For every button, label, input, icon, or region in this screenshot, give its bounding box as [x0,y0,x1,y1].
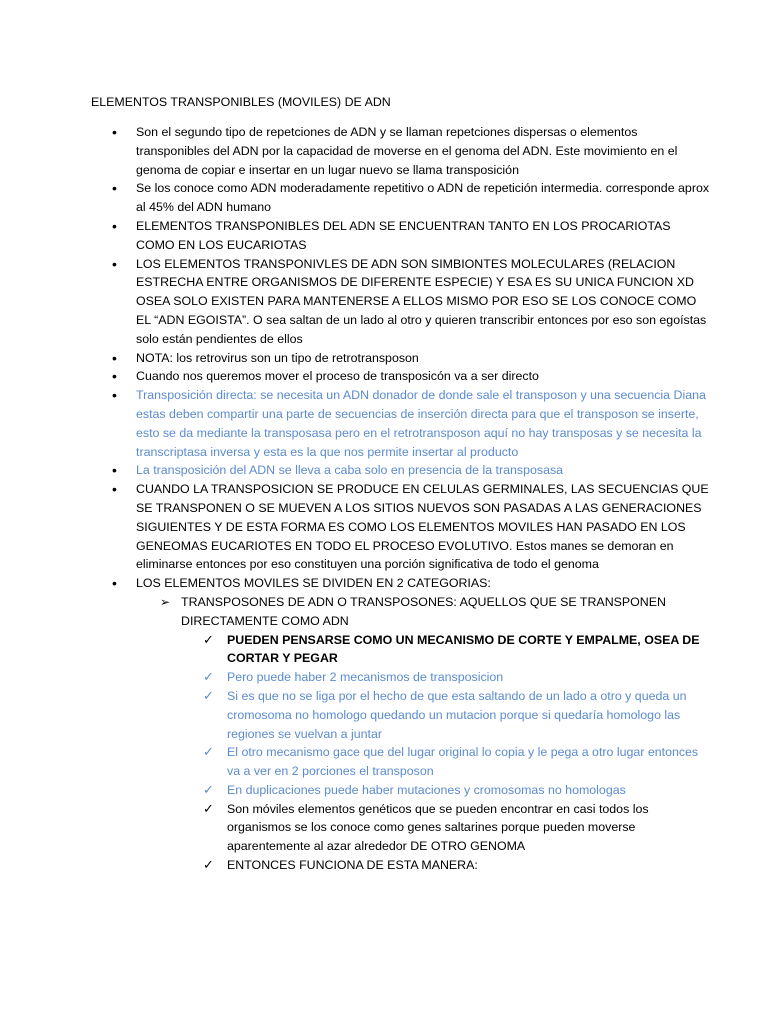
document-title: ELEMENTOS TRANSPONIBLES (MOVILES) DE ADN [91,95,391,109]
bullet-marker-icon: • [112,387,117,404]
list-item-text: Son el segundo tipo de repetciones de ADN y se llaman repetciones dispersas o elementos transponibles del ADN por la capacidad de moverse en el genoma del ADN. Este movimiento en el genoma de copiar e insertar en un lugar nuevo se llama transposición [136,125,678,177]
bullet-marker-icon: • [112,217,117,234]
list-item-text: CUANDO LA TRANSPOSICION SE PRODUCE EN CELULAS GERMINALES, LAS SECUENCIAS QUE SE TRANSPONEN O SE MUEVEN A LOS SITIOS NUEVOS SON PASADAS A LAS GENERACIONES SIGUIENTES Y DE ESTA FORMA ES COMO LOS ELEMENTOS MOVILES HAN PASADO EN LOS GENEOMAS EUCARIOTES EN TODO EL PROCESO EVOLUTIVO. Estos manes se demoran en eliminarse entonces por eso constituyen una porción significativa de todo el genoma [136,482,709,572]
list-item-text: ELEMENTOS TRANSPONIBLES DEL ADN SE ENCUENTRAN TANTO EN LOS PROCARIOTAS COMO EN LOS EUCARIOTAS [136,218,671,252]
list-item-text: Si es que no se liga por el hecho de que esta saltando de un lado a otro y queda un cromosoma no homologo quedando un mutacion porque si quedaría homologo las regiones se vuelvan a juntar [227,688,687,741]
list-item-text: Pero puede haber 2 mecanismos de transposicion [227,670,504,685]
list-item [0,123,768,179]
list-item-text: Cuando nos queremos mover el proceso de transposicón va a ser directo [136,369,539,384]
list-item [0,386,768,461]
check-marker-icon: ✓ [203,631,214,647]
list-item-text: Transposición directa: se necesita un ADN donador de donde sale el transposon y una secuencia Diana estas deben compartir una parte de secuencias de inserción directa para que el transposon se inserte, esto se da mediante la transposasa pero en el retrotransposon aquí no hay transposas y se necesita la transcriptasa inversa y esta es la que nos permite insertar al producto [136,388,706,459]
list-item [0,593,768,631]
check-marker-icon: ✓ [203,687,214,703]
bullet-marker-icon: • [112,368,117,385]
list-item-text: Se los conoce como ADN moderadamente repetitivo o ADN de repetición intermedia. corresponde aprox al 45% del ADN humano [136,181,710,215]
bullet-marker-icon: • [112,255,117,272]
arrow-marker-icon: ➢ [160,594,171,609]
bullet-list [0,123,768,875]
list-item-text: NOTA: los retrovirus son un tipo de retrotransposon [136,350,419,365]
list-item [0,631,768,669]
check-marker-icon: ✓ [203,669,214,685]
list-item [0,574,768,593]
list-item-text: ENTONCES FUNCIONA DE ESTA MANERA: [227,858,478,873]
list-item-text: Son móviles elementos genéticos que se pueden encontrar en casi todos los organismos se los conoce como genes saltarines porque pueden moverse aparentemente al azar alrededor DE OTRO GENOMA [227,801,649,854]
bullet-marker-icon: • [112,575,117,592]
bullet-marker-icon: • [112,462,117,479]
list-item [0,461,768,480]
list-item-text: LOS ELEMENTOS MOVILES SE DIVIDEN EN 2 CATEGORIAS: [136,576,491,591]
list-item [0,800,768,856]
list-item-text: PUEDEN PENSARSE COMO UN MECANISMO DE CORTE Y EMPALME, OSEA DE CORTAR Y PEGAR [227,632,700,666]
list-item [0,255,768,349]
bullet-marker-icon: • [112,481,117,498]
list-item [0,687,768,743]
list-item [0,668,768,687]
bullet-marker-icon: • [112,349,117,366]
check-marker-icon: ✓ [203,744,214,760]
list-item [0,217,768,255]
list-item [0,349,768,368]
list-item [0,856,768,875]
list-item-text: El otro mecanismo gace que del lugar original lo copia y le pega a otro lugar entonces va a ver en 2 porciones el transposon [227,745,699,779]
check-marker-icon: ✓ [203,857,214,873]
list-item [0,480,768,574]
list-item-text: LOS ELEMENTOS TRANSPONIVLES DE ADN SON SIMBIONTES MOLECULARES (RELACION ESTRECHA ENTRE ORGANISMOS DE DIFERENTE ESPECIE) Y ESA ES SU UNICA FUNCION XD OSEA SOLO EXISTEN PARA MANTENERSE A ELLOS MISMO POR ESO SE LOS CONOCE COMO EL “ADN EGOISTA”. O sea saltan de un lado al otro y quieren transcribir entonces por eso son egoístas solo están pendientes de ellos [136,256,707,346]
list-item [0,743,768,781]
check-marker-icon: ✓ [203,781,214,797]
check-marker-icon: ✓ [203,800,214,816]
list-item [0,781,768,800]
list-item-text: La transposición del ADN se lleva a caba solo en presencia de la transposasa [136,463,564,478]
list-item [0,179,768,217]
bullet-marker-icon: • [112,180,117,197]
bullet-marker-icon: • [112,124,117,140]
list-item-text: En duplicaciones puede haber mutaciones y cromosomas no homologas [227,782,626,797]
list-item-text: TRANSPOSONES DE ADN O TRANSPOSONES: AQUELLOS QUE SE TRANSPONEN DIRECTAMENTE COMO ADN [181,594,666,628]
list-item [0,367,768,386]
